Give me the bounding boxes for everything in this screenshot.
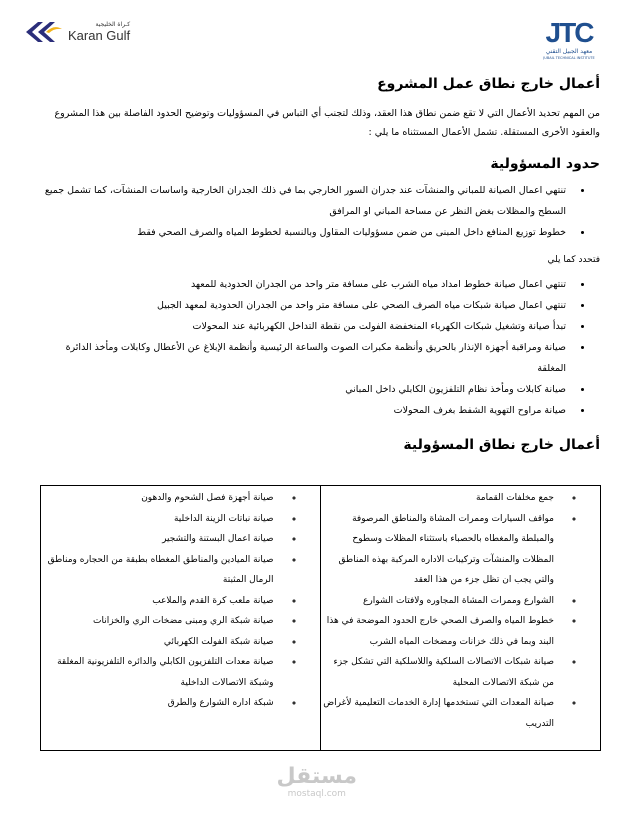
table-item: ◦ صيانة المعدات التي تستخدمها إدارة الخدمات التعليمية لأغراض التدريب [321, 693, 565, 734]
jtc-logo-english: JUBAIL TECHNICAL INSTITUTE [543, 56, 595, 60]
table-item: ◦ صيانة شبكة الري ومبنى مضخات الري والخزانات [41, 611, 284, 632]
table-item: ◦ صيانة اعمال البستنة والتشجير [41, 529, 284, 550]
table-item: ◦ صيانة أجهزة فصل الشحوم والدهون [41, 488, 284, 509]
mostaql-watermark [277, 765, 357, 799]
table-item: ◦ صيانة شبكات الاتصالات السلكية واللاسلكية التي تشكل جزء من شبكة الاتصالات المحلية [321, 652, 565, 693]
exclusions-table [40, 485, 601, 751]
jtc-logo-mark: JTC [545, 17, 593, 48]
table-item: ◦ صيانة ملعب كرة القدم والملاعب [41, 591, 284, 612]
karan-gulf-logo [24, 20, 130, 44]
table-item: ◦ جمع مخلفات القمامة [321, 488, 565, 509]
list-item: • صيانة مراوح التهوية الشفط بغرف المحولات [37, 400, 572, 421]
table-item: ◦ خطوط المياه والصرف الصحي خارج الحدود الموضحة في هذا البند وبما في ذلك خزانات ومضخات المياه الشرب [321, 611, 565, 652]
karan-gulf-english: Karan Gulf [68, 28, 131, 43]
section-title-responsibility-limits: حدود المسؤولية [490, 156, 600, 172]
watermark-english: mostaql.com [287, 789, 346, 799]
list-item: • تنتهي اعمال صيانة خطوط امداد مياه الشرب على مسافة متر واحد من الجدران الحدودية للمعهد [37, 274, 572, 295]
table-item: ◦ مواقف السيارات وممرات المشاة والمناطق المرصوفة والمبلطة والمغطاه بالحصباء باستثناء المظلات وسطوح المظلات والمنشآت وتركيبات الاداره المركبة بهذه المناطق والتي يجب ان تظل جزء من هذا العقد [321, 509, 565, 591]
intro-paragraph: من المهم تحديد الأعمال التي لا تقع ضمن نطاق هذا العقد، وذلك لتجنب أي التباس في المسؤوليات وتوضيح الحدود الفاصلة بين هذا المشروع والعقود الأخرى المستقلة. تشمل الأعمال المستثناه ما يلي : [54, 108, 600, 138]
list-item: • تبدأ صيانة وتشغيل شبكات الكهرباء المنخفضة الفولت من نقطة التداخل الكهربائية عند المحولات [37, 316, 572, 337]
list-item: • تنتهي اعمال صيانة شبكات مياه الصرف الصحي على مسافة متر واحد من الجدران الحدودية لمعهد الجبيل [37, 295, 572, 316]
exclusions-right-column [321, 486, 601, 750]
table-item: ◦ صيانة الميادين والمناطق المغطاه بطبقة من الحجاره ومناطق الرمال المثبتة [41, 550, 284, 591]
section-title-outside-responsibility: أعمال خارج نطاق المسؤولية [403, 437, 600, 453]
table-item: ◦ صيانة شبكة الفولت الكهربائي [41, 632, 284, 653]
watermark-arabic: مستقل [276, 764, 357, 789]
jtc-logo-arabic: معهد الجبيل التقني [545, 48, 593, 55]
list-item: • خطوط توزيع المنافع داخل المبنى من ضمن مسؤوليات المقاول وبالنسبة لخطوط المياه والصرف الصحي فقط [37, 222, 572, 243]
subheading-as-follows: فتحدد كما يلي [547, 255, 600, 265]
list-item: • صيانة كابلات ومأخذ نظام التلفزيون الكابلي داخل المباني [37, 379, 572, 400]
karan-gulf-arabic: كـراة الخليجية [95, 21, 131, 28]
table-item: ◦ صيانة نباتات الزينة الداخلية [41, 509, 284, 530]
limits-list [37, 274, 600, 421]
list-item: • تنتهي اعمال الصيانة للمباني والمنشآت عند جدران السور الخارجي بما في ذلك الجدران الخارجية واساسات المنشآت، كما تشمل جميع السطح والمظلات بغض النظر عن مساحة المباني او المرافق [37, 180, 572, 222]
table-item: ◦ شبكة اداره الشوارع والطرق [41, 693, 284, 714]
karan-gulf-chevron-icon [24, 20, 64, 44]
document-body [37, 70, 600, 453]
responsibility-list [37, 180, 600, 243]
exclusions-left-column [41, 486, 321, 750]
section-title-out-of-scope: أعمال خارج نطاق عمل المشروع [377, 76, 600, 92]
table-item: ◦ الشوارع وممرات المشاة المجاوره ولافتات الشوارع [321, 591, 565, 612]
jtc-logo [539, 18, 599, 68]
table-item: ◦ صيانة معدات التلفزيون الكابلي والدائره التلفزيونية المغلقة وشبكة الاتصالات الداخلية [41, 652, 284, 693]
list-item: • صيانة ومراقبة أجهزة الإنذار بالحريق وأنظمة مكبرات الصوت والساعة الرئيسية وأنظمة الإبلاغ عن الأعطال وكابلات ومأخذ الدائرة المغلقة [37, 337, 572, 379]
